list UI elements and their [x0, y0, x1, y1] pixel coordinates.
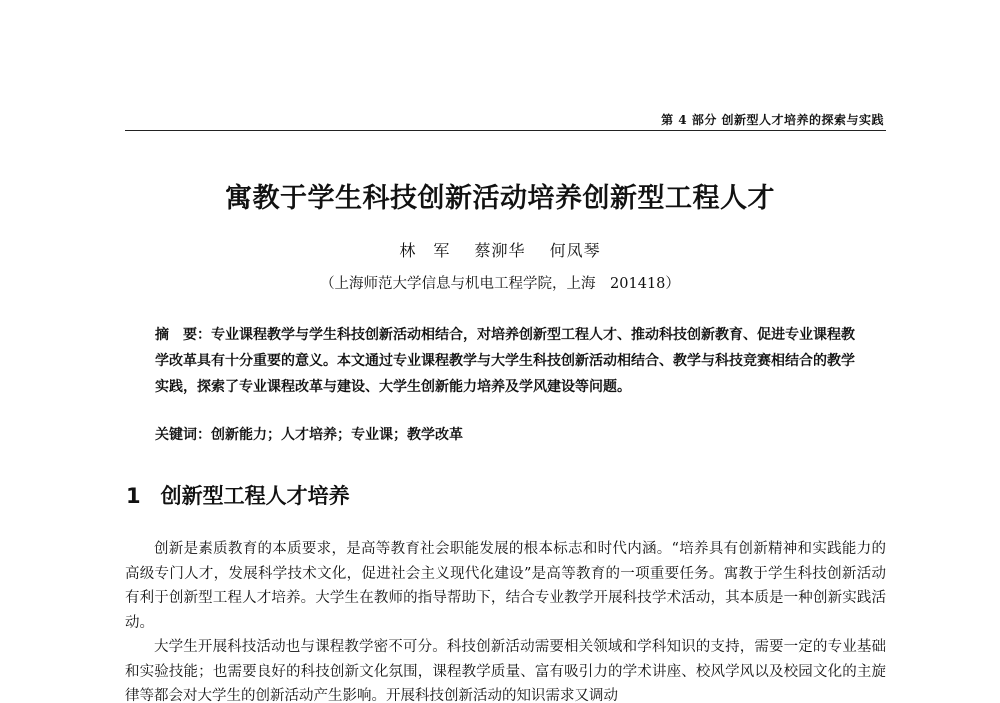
paper-title: 寓教于学生科技创新活动培养创新型工程人才 [225, 183, 775, 214]
author-name: 林 军 [399, 241, 451, 260]
header-rule [125, 130, 886, 131]
author-name: 何凤琴 [549, 241, 601, 260]
author-list [0, 238, 1000, 261]
author-affiliation: （上海师范大学信息与机电工程学院，上海 201418） [320, 276, 680, 292]
section-title: 创新型工程人才培养 [160, 484, 350, 508]
keywords-label: 关键词： [155, 427, 211, 443]
section-number: 1 [126, 484, 141, 508]
abstract-label: 摘 要： [155, 327, 211, 343]
keywords-text: 创新能力；人才培养；专业课；教学改革 [211, 427, 463, 443]
section-heading [126, 480, 350, 510]
body-text [125, 537, 886, 703]
running-header: 第 4 部分 创新型人才培养的探索与实践 [661, 113, 884, 127]
author-name: 蔡泖华 [474, 241, 526, 260]
abstract [155, 322, 867, 400]
keywords [155, 424, 867, 446]
paragraph: 大学生开展科技活动也与课程教学密不可分。科技创新活动需要相关领域和学科知识的支持，需要一定的专业基础和实验技能；也需要良好的科技创新文化氛围，课程教学质量、富有吸引力的学术讲座、校风学风以及校园文化的主旋律等都会对大学生的创新活动产生影响。开展科技创新活动的知识需求又调动 [125, 639, 886, 703]
abstract-text: 专业课程教学与学生科技创新活动相结合，对培养创新型工程人才、推动科技创新教育、促进专业课程教学改革具有十分重要的意义。本文通过专业课程教学与大学生科技创新活动相结合、教学与科技竞赛相结合的教学实践，探索了专业课程改革与建设、大学生创新能力培养及学风建设等问题。 [155, 327, 855, 395]
paragraph: 创新是素质教育的本质要求，是高等教育社会职能发展的根本标志和时代内涵。“培养具有创新精神和实践能力的高级专门人才，发展科学技术文化，促进社会主义现代化建设”是高等教育的一项重要任务。寓教于学生科技创新活动有利于创新型工程人才培养。大学生在教师的指导帮助下，结合专业教学开展科技学术活动，其本质是一种创新实践活动。 [125, 541, 886, 631]
